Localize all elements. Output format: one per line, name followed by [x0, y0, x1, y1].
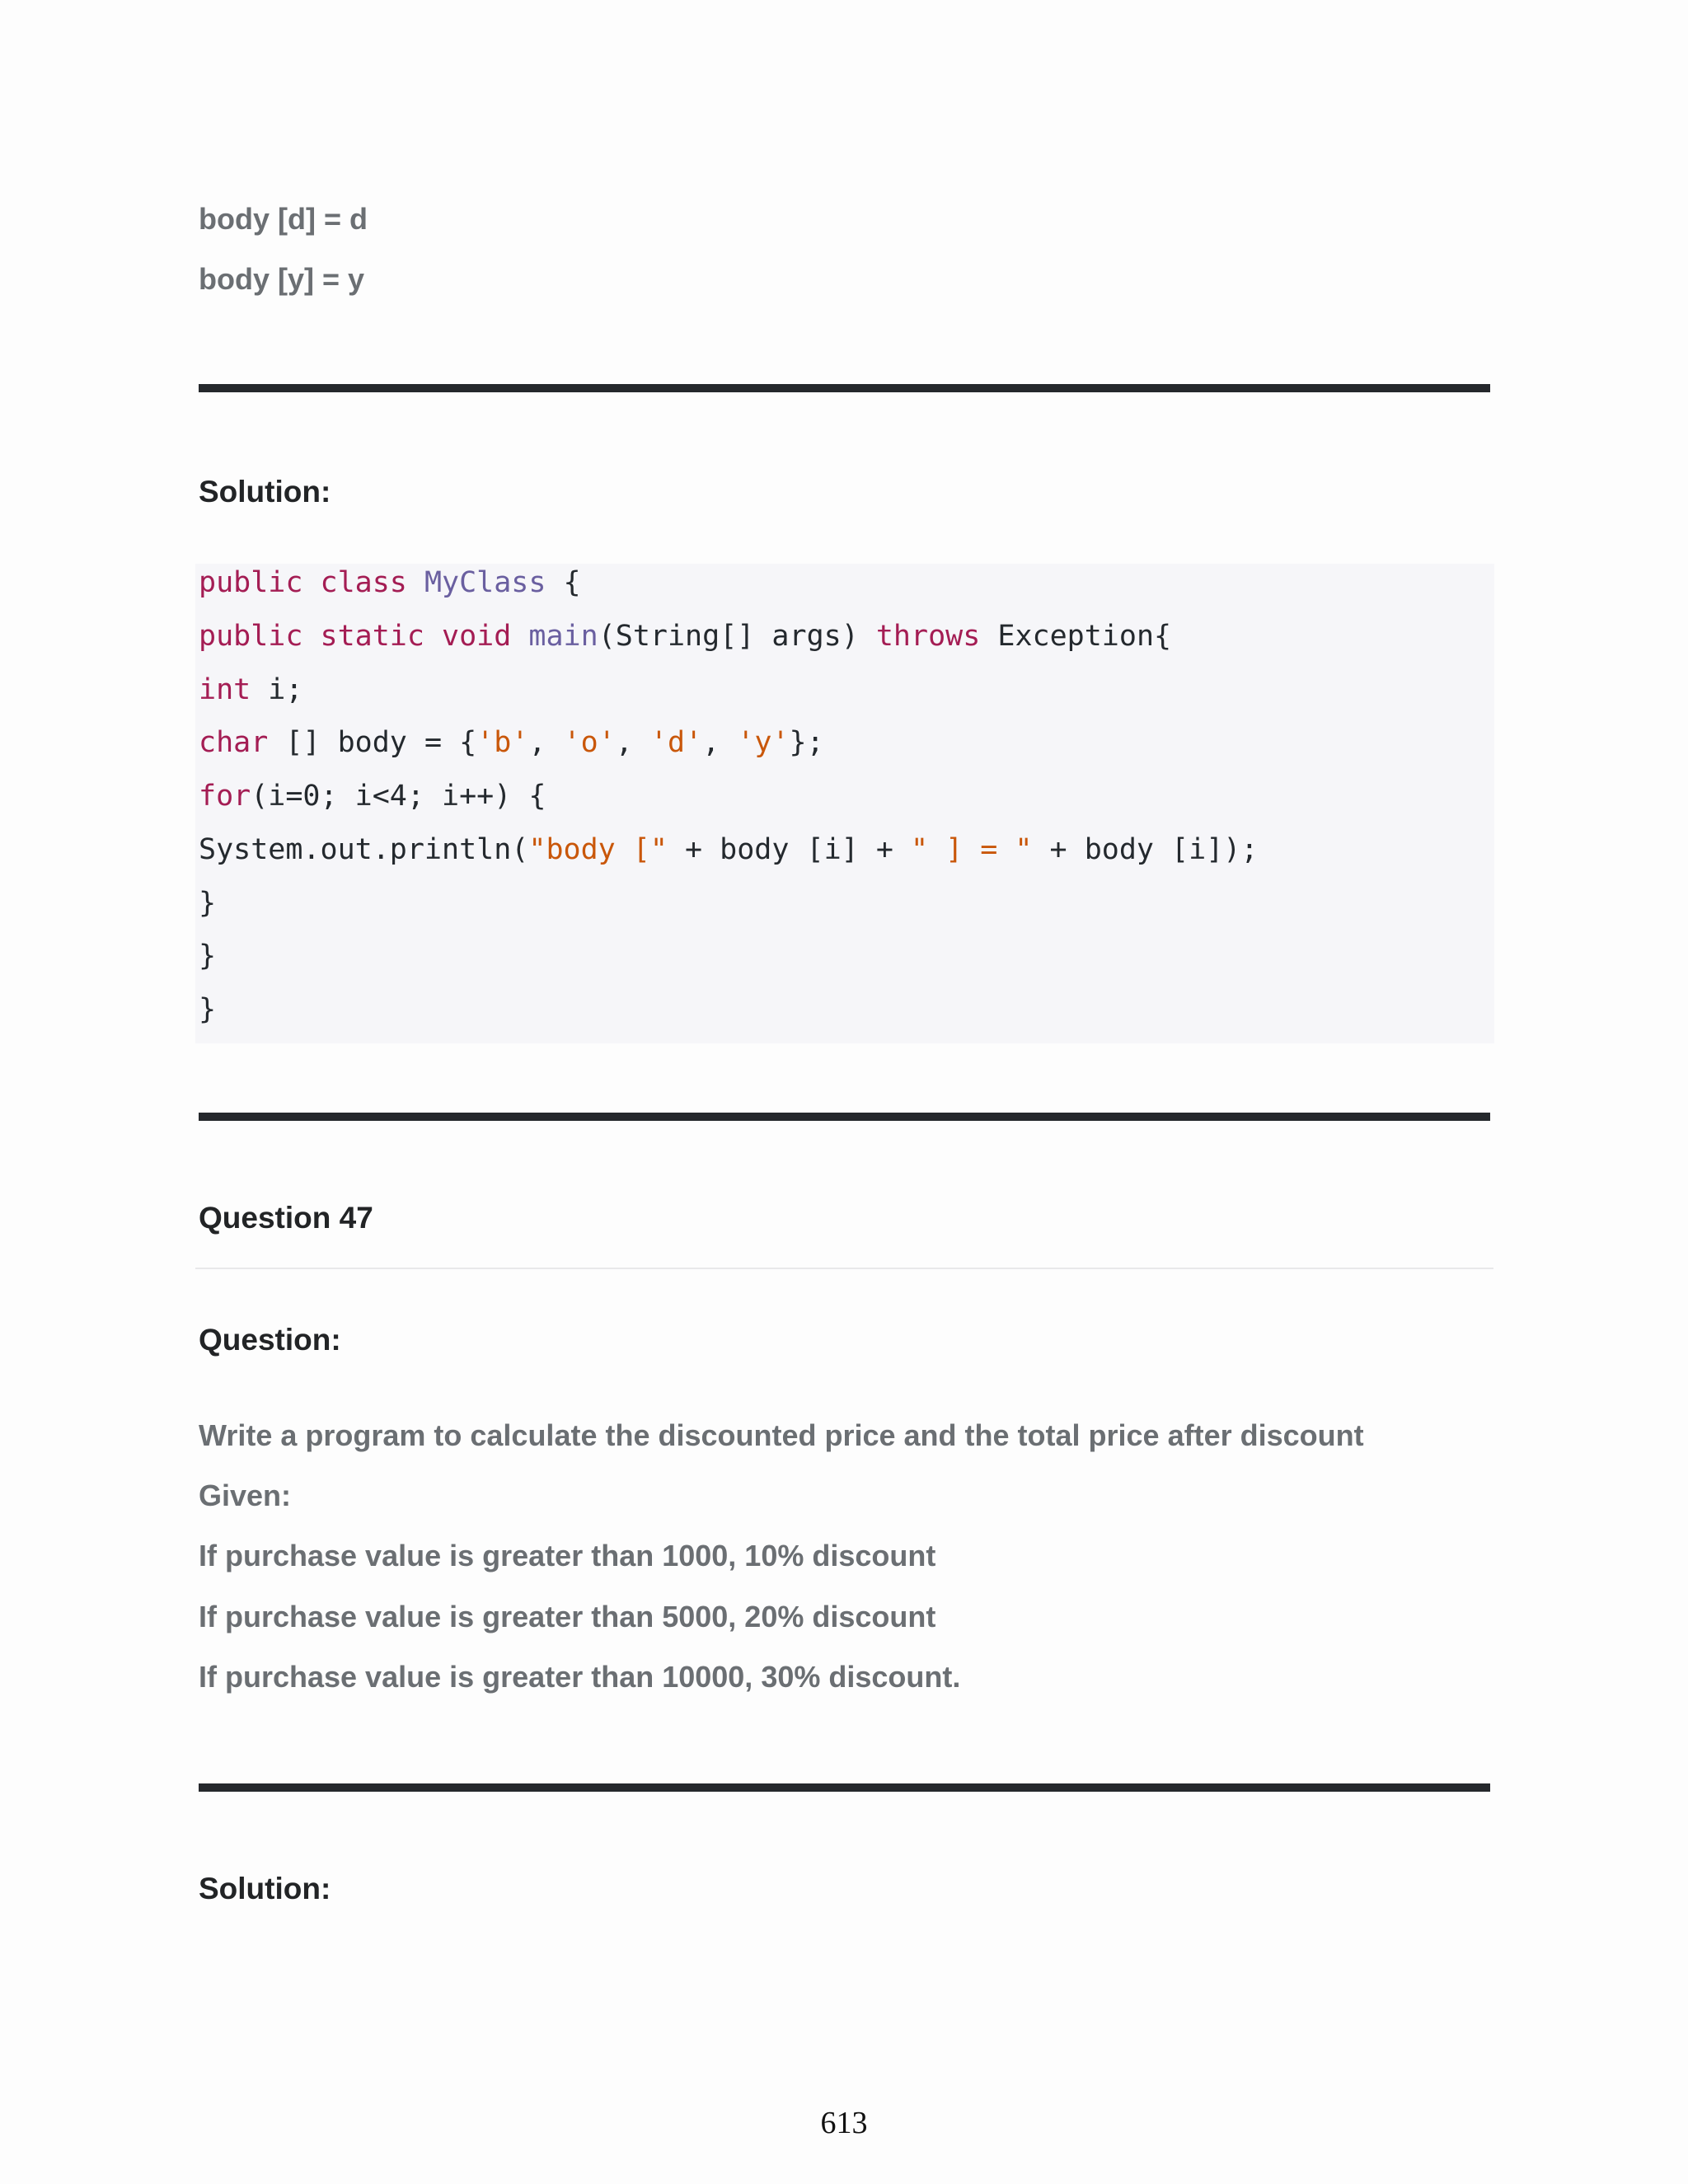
- code-line: }: [199, 940, 217, 972]
- code-line: public class MyClass {: [199, 566, 581, 599]
- code-line: }: [199, 993, 217, 1026]
- section-divider: [199, 1113, 1490, 1121]
- code-line: int i;: [199, 673, 303, 706]
- code-line: System.out.println("body [" + body [i] + " ] = " + body [i]);: [199, 833, 1259, 866]
- solution-heading: Solution:: [199, 1872, 331, 1905]
- question-text: If purchase value is greater than 10000, 30% discount.: [199, 1660, 961, 1694]
- question-text: Given:: [199, 1479, 292, 1512]
- code-line: char [] body = {'b', 'o', 'd', 'y'};: [199, 726, 824, 759]
- question-label: Question:: [199, 1323, 341, 1357]
- output-line-y: body [y] = y: [199, 262, 365, 296]
- section-divider: [199, 1783, 1490, 1792]
- page-number: 613: [820, 2106, 868, 2140]
- question-text: Write a program to calculate the discounted price and the total price after discount: [199, 1418, 1364, 1452]
- question-text: If purchase value is greater than 5000, 20% discount: [199, 1600, 936, 1633]
- question-text: If purchase value is greater than 1000, 10% discount: [199, 1539, 936, 1572]
- code-line: public static void main(String[] args) throws Exception{: [199, 620, 1172, 653]
- title-underline: [195, 1268, 1493, 1269]
- output-line-d: body [d] = d: [199, 202, 368, 236]
- solution-heading: Solution:: [199, 475, 331, 509]
- code-line: for(i=0; i<4; i++) {: [199, 780, 546, 813]
- section-divider: [199, 384, 1490, 392]
- question-title: Question 47: [199, 1201, 373, 1235]
- code-line: }: [199, 887, 217, 920]
